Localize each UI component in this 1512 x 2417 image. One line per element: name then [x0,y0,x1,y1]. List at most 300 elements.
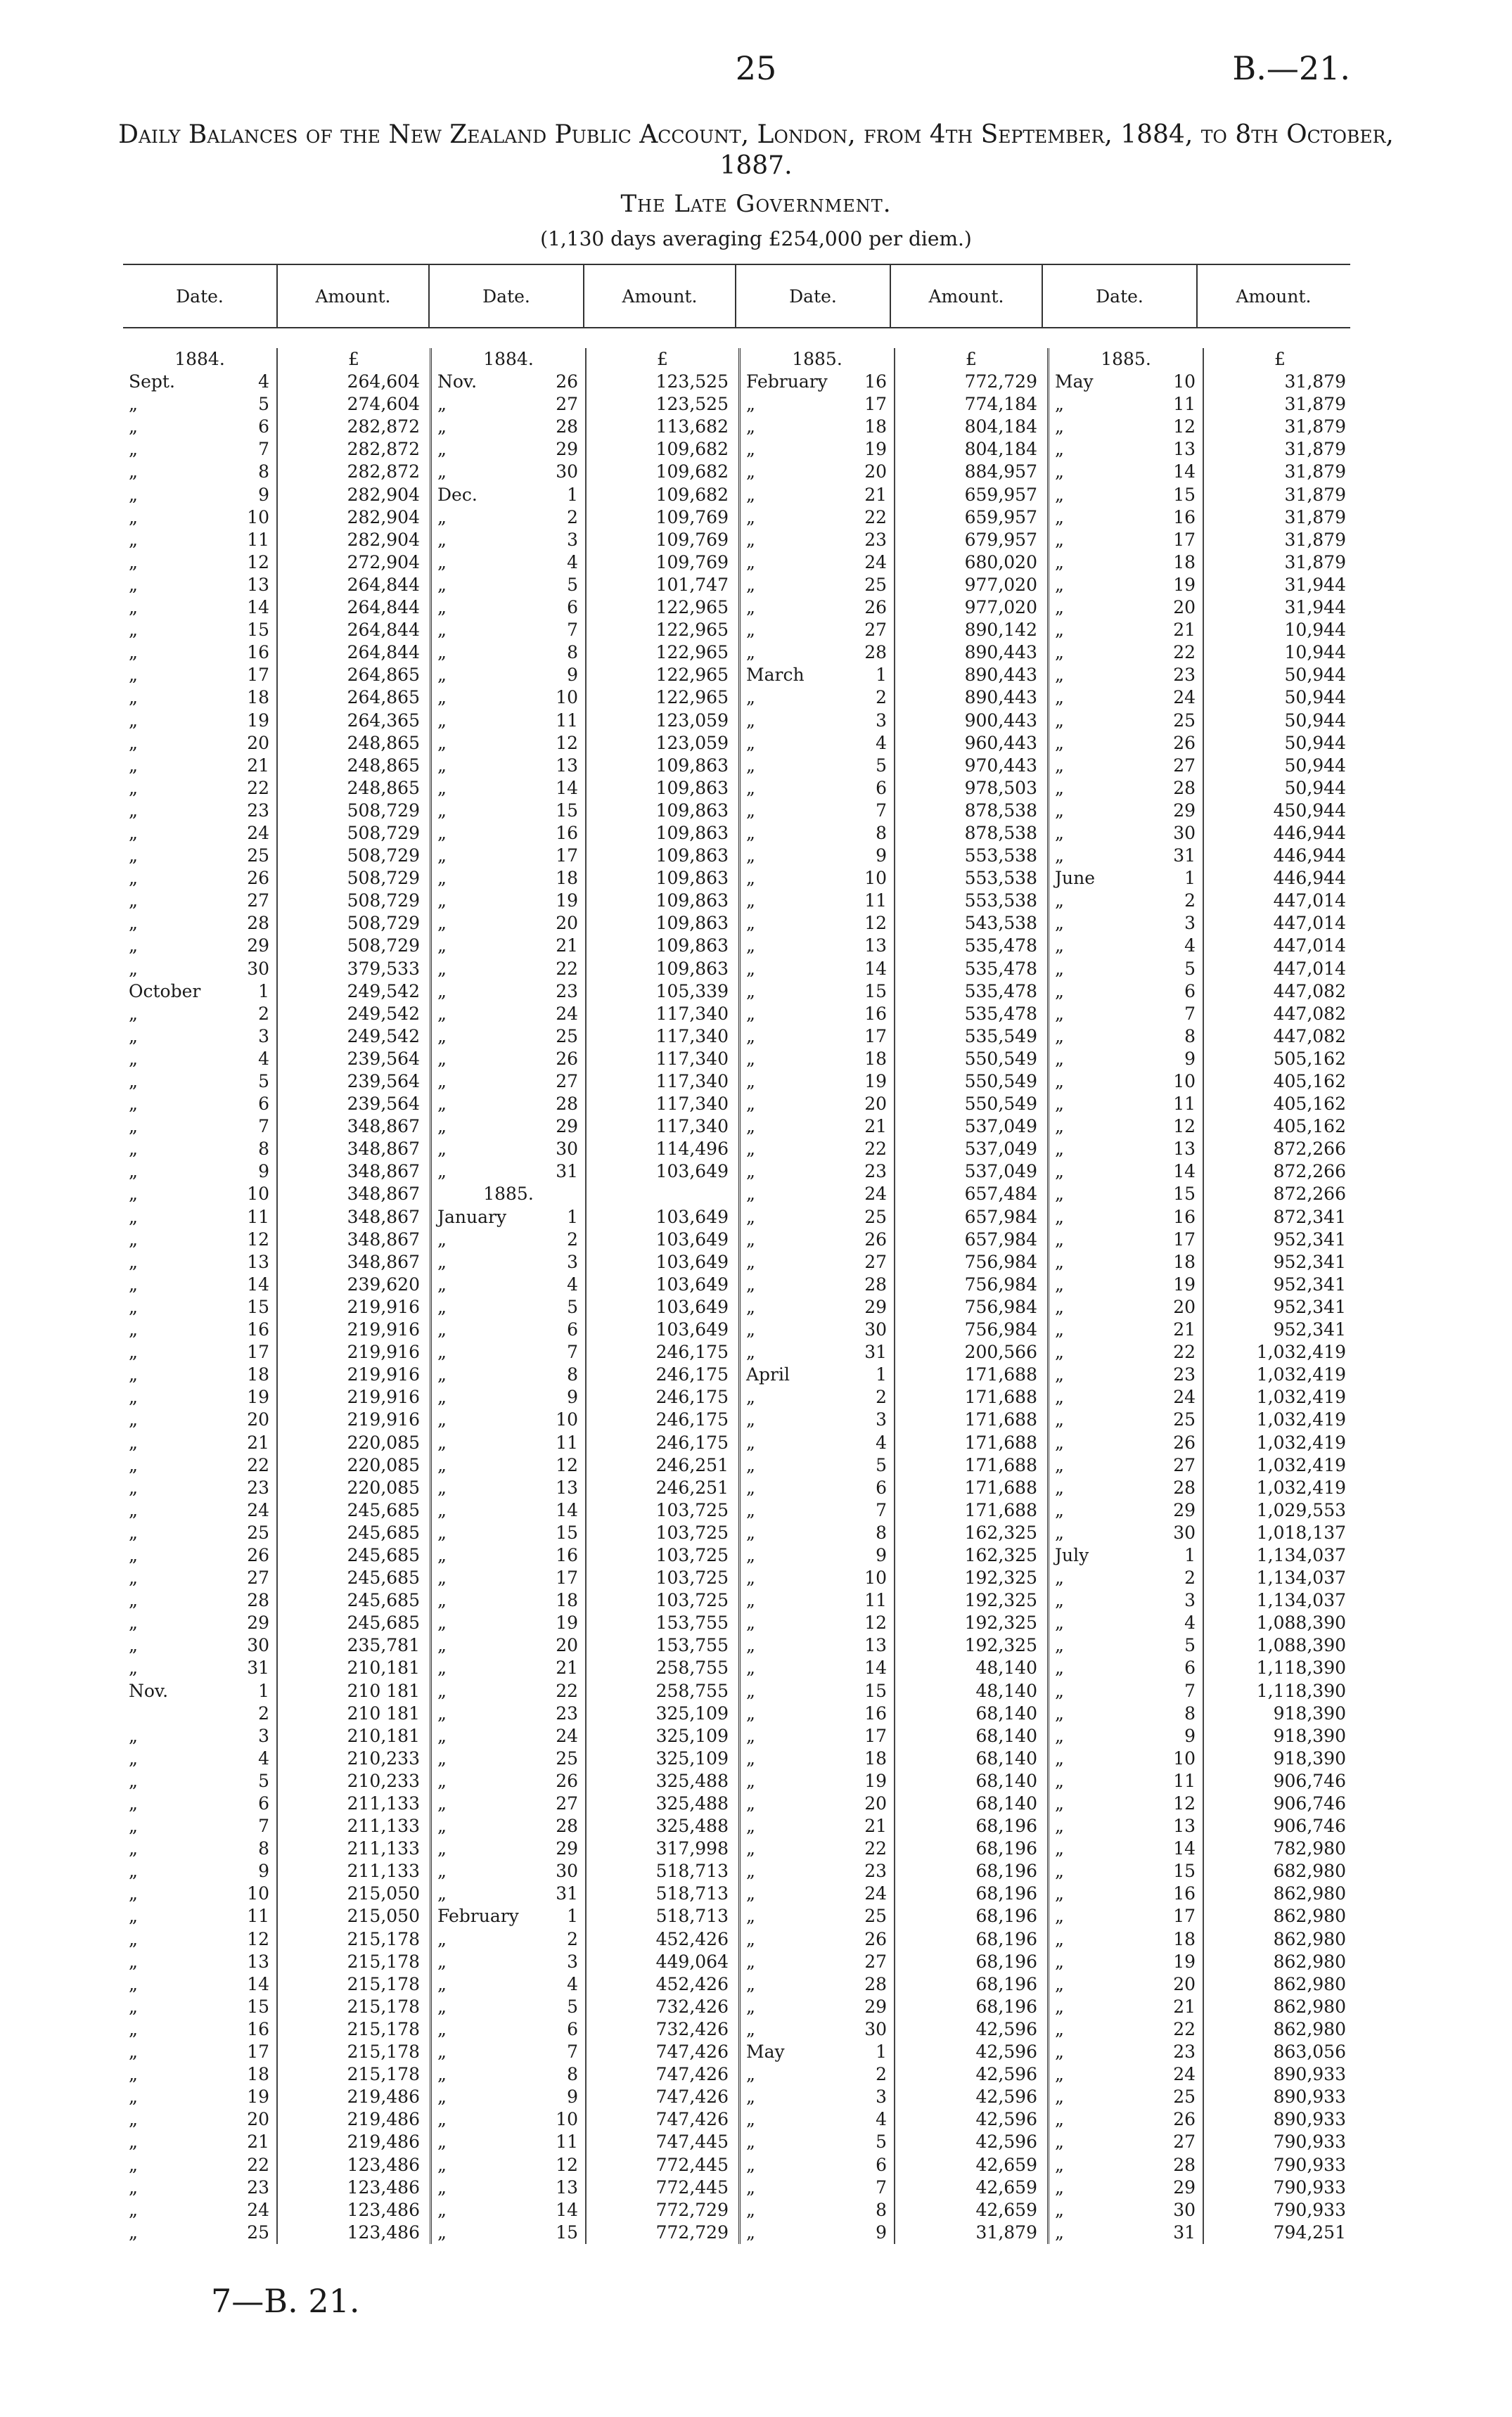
day-number: 9 [876,845,887,866]
amount-cell: 50,944 [1284,732,1346,753]
day-number: 27 [1173,1454,1196,1475]
date-cell [123,551,276,574]
amount-cell: 890,933 [1273,2064,1346,2085]
date-cell [741,574,894,596]
day-number: 1 [567,484,578,505]
date-cell [741,1477,894,1499]
amount-cell: 117,340 [655,1116,729,1137]
date-cell [432,1905,585,1928]
day-number: 26 [1173,1432,1196,1453]
amount-cell: 794,251 [1273,2222,1346,2243]
date-cell [123,1409,276,1431]
month-label: „ [437,755,447,776]
amount-column [1204,348,1356,2244]
day-number: 13 [247,574,269,595]
month-label: „ [1055,1432,1064,1453]
month-label: „ [129,1342,138,1363]
day-number: 6 [567,597,578,618]
month-label: „ [437,1454,447,1475]
date-cell [1049,1364,1203,1386]
amount-cell: 219,486 [347,2086,420,2108]
month-label: „ [746,1003,755,1024]
amount-cell: 211,133 [347,1861,420,1882]
document-reference: B.—21. [1232,49,1350,87]
amount-cell: 215,178 [347,2018,420,2039]
month-label: „ [746,1296,755,1317]
day-number: 15 [864,980,887,1001]
date-cell [1049,2041,1203,2063]
date-cell [123,1612,276,1634]
amount-cell: 508,729 [347,845,420,866]
amount-cell: 1,134,037 [1256,1567,1346,1589]
date-cell [741,1432,894,1454]
month-label: „ [129,439,138,460]
date-cell [432,484,585,506]
day-number: 10 [247,1883,269,1904]
date-cell [1049,2086,1203,2108]
day-number: 19 [247,2086,269,2108]
day-number: 1 [876,2041,887,2063]
amount-cell: 103,649 [655,1251,729,1272]
day-number: 24 [864,551,887,572]
month-label: „ [1055,890,1064,911]
amount-cell: 219,916 [347,1387,420,1408]
day-number: 18 [247,2064,269,2085]
amount-cell: 215,178 [347,1973,420,1994]
amount-cell: 790,933 [1273,2154,1346,2175]
amount-cell: 246,175 [655,1432,729,1453]
day-number: 29 [247,935,269,956]
month-label: „ [1055,574,1064,595]
amount-cell: 447,014 [1273,935,1346,956]
month-label: „ [1055,2109,1064,2130]
amount-cell: 103,725 [655,1567,729,1589]
amount-cell: 790,933 [1273,2131,1346,2153]
day-number: 9 [258,484,269,505]
amount-cell: 109,682 [655,439,729,460]
amount-cell: 1,032,419 [1256,1364,1346,1385]
date-cell [432,393,585,416]
amount-cell: 264,844 [347,597,420,618]
month-label: „ [1055,913,1064,934]
amount-cell: 31,879 [1284,371,1346,392]
amount-cell: 756,984 [964,1251,1037,1272]
month-label: „ [746,868,755,889]
date-cell [432,1589,585,1612]
month-label: „ [437,822,447,843]
day-number: 21 [556,1658,578,1679]
date-cell [432,777,585,800]
amount-cell: 952,341 [1273,1229,1346,1250]
day-number: 26 [864,597,887,618]
day-number: 17 [864,394,887,415]
amount-cell: 272,904 [347,551,420,572]
day-number: 18 [247,1364,269,1385]
month-label: „ [129,1499,138,1520]
day-number: 26 [247,1544,269,1565]
month-label: „ [1055,1025,1064,1046]
month-label: „ [437,1951,447,1972]
date-cell [432,1860,585,1883]
month-label: „ [1055,1206,1064,1227]
amount-cell: 732,426 [655,2018,729,2039]
month-label: „ [746,710,755,731]
month-label: „ [746,1861,755,1882]
column-group [1049,348,1356,2244]
day-number: 21 [247,1432,269,1453]
amount-cell: 210 181 [347,1680,420,1701]
day-number: 12 [1173,1116,1196,1137]
amount-cell: 505,162 [1273,1048,1346,1069]
month-label: „ [129,732,138,753]
amount-cell: 42,596 [975,2109,1037,2130]
amount-cell: 657,984 [964,1206,1037,1227]
date-cell [432,2108,585,2131]
day-number: 28 [556,1094,578,1115]
month-label: „ [746,1477,755,1498]
date-cell [741,2086,894,2108]
date-cell [741,912,894,935]
month-label: „ [437,2086,447,2108]
day-number: 3 [876,1409,887,1430]
date-cell [1049,1951,1203,1973]
day-number: 14 [864,958,887,979]
date-cell [432,686,585,709]
amount-cell: 264,844 [347,620,420,641]
day-number: 26 [1173,732,1196,753]
date-cell [1049,641,1203,664]
column-group [123,348,432,2244]
day-number: 28 [864,642,887,663]
day-number: 5 [876,2131,887,2153]
date-cell [432,1183,585,1205]
date-cell [1049,800,1203,822]
date-cell [432,1115,585,1138]
month-label: „ [1055,620,1064,641]
date-cell [432,1951,585,1973]
day-number: 7 [1184,1003,1196,1024]
amount-cell: 918,390 [1273,1725,1346,1746]
month-label: „ [437,1274,447,1295]
month-label: „ [746,2131,755,2153]
month-label: „ [437,1499,447,1520]
date-cell [741,1657,894,1679]
month-label: „ [1055,2176,1064,2198]
date-column [1049,348,1204,2244]
date-cell [741,845,894,867]
day-number: 1 [1184,1544,1196,1565]
amount-cell: 246,251 [655,1477,729,1498]
month-label: „ [1055,1296,1064,1317]
day-number: 18 [864,1748,887,1769]
day-number: 12 [556,2154,578,2175]
month-label: „ [1055,845,1064,866]
month-label: „ [1055,1364,1064,1385]
day-number: 16 [1173,1206,1196,1227]
date-cell [1049,1725,1203,1748]
amount-cell: 790,933 [1273,2199,1346,2220]
day-number: 27 [864,620,887,641]
month-label: „ [437,1094,447,1115]
day-number: 11 [556,1432,578,1453]
amount-column-header: Amount. [584,265,736,327]
amount-cell: 153,755 [655,1613,729,1634]
day-number: 29 [247,1613,269,1634]
date-cell [741,1634,894,1657]
day-number: 3 [567,1251,578,1272]
month-label: „ [129,1184,138,1205]
month-label: „ [129,1567,138,1589]
day-number: 18 [556,1590,578,1611]
day-number: 20 [864,461,887,482]
month-label: „ [437,1432,447,1453]
month-label: „ [129,1094,138,1115]
month-label: „ [746,2199,755,2220]
date-cell [1049,1183,1203,1205]
amount-cell: 10,944 [1284,620,1346,641]
amount-cell: 219,916 [347,1409,420,1430]
month-label: Dec. [437,484,478,505]
amount-cell: 248,865 [347,777,420,798]
date-cell [741,1860,894,1883]
amount-cell: 239,564 [347,1048,420,1069]
day-number: 7 [1184,1680,1196,1701]
day-number: 2 [567,506,578,527]
month-label: „ [1055,980,1064,1001]
day-number: 4 [876,2109,887,2130]
date-cell [741,2222,894,2244]
date-cell [123,371,276,393]
day-number: 20 [864,1793,887,1814]
month-label: „ [437,1928,447,1949]
date-cell [1049,1703,1203,1725]
day-number: 9 [567,665,578,686]
month-label: „ [437,529,447,550]
day-number: 4 [1184,935,1196,956]
day-number: 24 [247,1499,269,1520]
amount-cell: 804,184 [964,439,1037,460]
date-cell [1049,1657,1203,1679]
amount-cell: 246,175 [655,1409,729,1430]
date-cell [741,1386,894,1409]
day-number: 18 [247,687,269,708]
day-number: 30 [556,1861,578,1882]
month-label: „ [129,1725,138,1746]
amount-cell: 103,725 [655,1544,729,1565]
month-label: April [746,1364,790,1385]
day-number: 4 [258,1748,269,1769]
date-cell [741,348,894,371]
amount-cell: 42,596 [975,2064,1037,2085]
date-cell [123,1815,276,1838]
date-cell [123,1973,276,1996]
day-number: 31 [247,1658,269,1679]
day-number: 14 [247,1274,269,1295]
date-cell [741,1070,894,1093]
date-cell [1049,1589,1203,1612]
amount-cell: 117,340 [655,1003,729,1024]
footer-reference: 7—B. 21. [211,2282,360,2320]
amount-cell: 906,746 [1273,1770,1346,1791]
month-label: „ [1055,710,1064,731]
month-label: „ [746,1613,755,1634]
month-label: „ [129,2109,138,2130]
month-label: „ [1055,1071,1064,1091]
amount-cell: 264,604 [347,371,420,392]
amount-cell: 42,659 [975,2176,1037,2198]
amount-cell: 862,980 [1273,1906,1346,1927]
month-label: October [129,980,201,1001]
month-label: „ [1055,1003,1064,1024]
day-number: 3 [876,710,887,731]
amount-cell: 508,729 [347,913,420,934]
day-number: 22 [556,1680,578,1701]
day-number: 3 [1184,913,1196,934]
day-number: 1 [876,1364,887,1385]
month-label: Nov. [129,1680,169,1701]
amount-cell: 68,196 [975,1928,1037,1949]
day-number: 4 [258,1048,269,1069]
month-label: „ [746,2222,755,2243]
month-label: „ [437,1861,447,1882]
date-cell [432,2131,585,2153]
date-cell [1049,1386,1203,1409]
date-cell [432,1793,585,1815]
date-cell [741,1612,894,1634]
amount-cell: 282,904 [347,529,420,550]
date-cell [123,1996,276,2018]
month-label: „ [1055,1567,1064,1589]
amount-cell: 246,175 [655,1342,729,1363]
amount-cell: 122,965 [655,620,729,641]
day-number: 28 [247,1590,269,1611]
amount-cell: 518,713 [655,1883,729,1904]
day-number: 20 [1173,1296,1196,1317]
month-label: „ [437,913,447,934]
date-cell [741,1229,894,1251]
date-cell [741,619,894,641]
date-cell [123,1589,276,1612]
amount-cell: 248,865 [347,732,420,753]
amount-cell: 42,659 [975,2199,1037,2220]
month-label: „ [746,822,755,843]
day-number: 11 [1173,394,1196,415]
amount-cell: 1,029,553 [1256,1499,1346,1520]
amount-cell: 123,525 [655,394,729,415]
date-cell [432,551,585,574]
amount-cell: 153,755 [655,1635,729,1656]
amount-cell: 109,863 [655,958,729,979]
month-label: „ [746,1996,755,2017]
date-column [123,348,278,2244]
date-cell [432,732,585,755]
amount-cell: 1,118,390 [1256,1658,1346,1679]
amount-cell: 537,049 [964,1139,1037,1160]
amount-cell: 862,980 [1273,1996,1346,2017]
date-cell [123,348,276,371]
month-label: „ [129,1364,138,1385]
date-cell [432,1522,585,1544]
month-label: „ [746,1703,755,1724]
date-cell [432,1296,585,1319]
day-number: 7 [258,1116,269,1137]
day-number: 29 [556,1116,578,1137]
month-label: „ [746,1544,755,1565]
date-cell [432,1274,585,1296]
amount-cell: 790,933 [1273,2176,1346,2198]
amount-cell: 264,865 [347,687,420,708]
month-label: „ [129,1229,138,1250]
date-cell [123,1296,276,1319]
month-label: „ [746,1793,755,1814]
day-number: 9 [1184,1725,1196,1746]
date-cell [123,710,276,732]
month-label: „ [746,1522,755,1543]
date-cell [1049,1815,1203,1838]
month-label: „ [129,755,138,776]
month-label: „ [437,1048,447,1069]
date-cell [432,1725,585,1748]
amount-cell: 756,984 [964,1296,1037,1317]
day-number: 12 [247,1928,269,1949]
day-number: 27 [556,394,578,415]
month-label: „ [437,1793,447,1814]
date-cell [741,1364,894,1386]
date-cell [1049,1499,1203,1522]
amount-cell: 1,134,037 [1256,1590,1346,1611]
amount-cell: 682,980 [1273,1861,1346,1882]
amount-cell: 543,538 [964,913,1037,934]
amount-cell: 447,082 [1273,1025,1346,1046]
date-cell [432,1364,585,1386]
amount-cell: 978,503 [964,777,1037,798]
day-number: 9 [1184,1048,1196,1069]
date-cell [123,867,276,890]
day-number: 22 [1173,642,1196,663]
date-cell [432,800,585,822]
amount-cell: 657,484 [964,1184,1037,1205]
month-label: „ [129,1590,138,1611]
month-label: „ [129,1139,138,1160]
day-number: 21 [247,755,269,776]
day-number: 28 [1173,2154,1196,2175]
day-number: 10 [864,1567,887,1589]
day-number: 16 [864,371,887,392]
date-cell [741,1973,894,1996]
day-number: 2 [258,1703,269,1724]
day-number: 7 [258,439,269,460]
month-label: „ [129,1770,138,1791]
day-number: 1 [876,665,887,686]
day-number: 23 [1173,665,1196,686]
date-cell [123,416,276,438]
date-cell [432,619,585,641]
month-label: „ [129,2041,138,2063]
month-label: „ [129,1658,138,1679]
date-cell [123,1319,276,1341]
day-number: 16 [247,642,269,663]
date-cell [432,935,585,957]
date-cell [432,1680,585,1703]
amount-cell: 977,020 [964,597,1037,618]
day-number: 2 [1184,890,1196,911]
amount-cell: 68,140 [975,1748,1037,1769]
amount-cell: 219,916 [347,1319,420,1340]
month-label: „ [129,416,138,437]
date-column-header: Date. [736,265,891,327]
month-label: „ [1055,1748,1064,1769]
month-label: „ [437,1748,447,1769]
